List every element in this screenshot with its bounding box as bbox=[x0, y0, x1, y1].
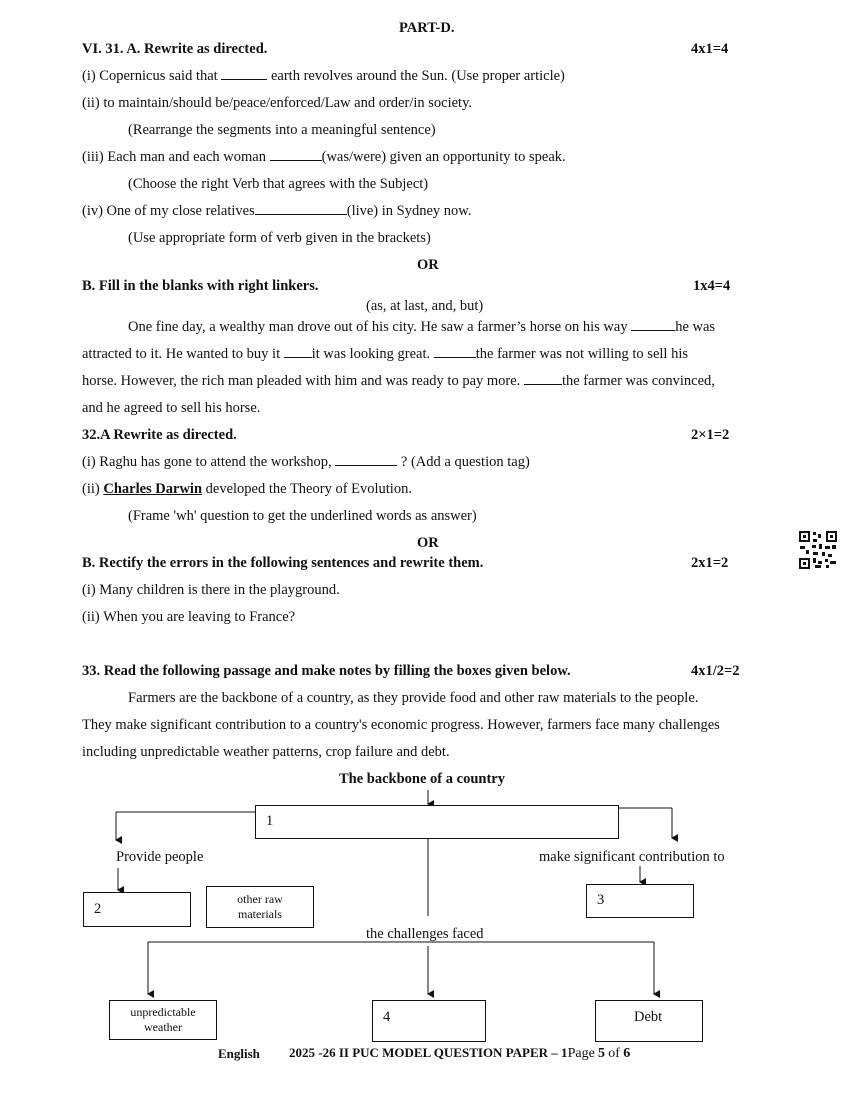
footer-page-label: Page bbox=[567, 1046, 595, 1061]
footer-page-total: 6 bbox=[623, 1046, 631, 1061]
q31-i-text-b: earth revolves around the Sun. (Use proper article) bbox=[270, 68, 565, 84]
box-text: unpredictable bbox=[130, 1005, 196, 1019]
other-raw-materials-box bbox=[206, 886, 314, 928]
q32-i bbox=[82, 453, 530, 471]
q32-ii-label: (ii) bbox=[82, 481, 100, 497]
q33-passage-3: including unpredictable weather patterns, crop failure and debt. bbox=[82, 744, 450, 760]
box-text: materials bbox=[238, 907, 282, 921]
note-box-4 bbox=[372, 1000, 486, 1042]
q32-marks: 2×1=2 bbox=[691, 427, 730, 443]
passage-text: the farmer was convinced, bbox=[561, 373, 715, 389]
q31b-heading: B. Fill in the blanks with right linkers. bbox=[82, 278, 319, 294]
passage-line-3 bbox=[82, 372, 715, 390]
q31-iv-text-a: (iv) One of my close relatives bbox=[82, 203, 255, 219]
q32-heading: 32.A Rewrite as directed. bbox=[82, 427, 237, 443]
q31-iii bbox=[82, 148, 566, 166]
footer-page-number: 5 bbox=[598, 1046, 606, 1061]
q33-heading: 33. Read the following passage and make notes by filling the boxes given below. bbox=[82, 663, 571, 679]
passage-line-4: and he agreed to sell his horse. bbox=[82, 400, 261, 416]
answer-blank bbox=[284, 345, 312, 358]
box-text: Debt bbox=[634, 1009, 663, 1025]
answer-blank bbox=[434, 345, 476, 358]
q33-marks: 4x1/2=2 bbox=[691, 663, 740, 679]
box-text: weather bbox=[144, 1020, 182, 1034]
passage-text: the farmer was not willing to sell his bbox=[475, 346, 688, 362]
answer-blank bbox=[631, 318, 675, 331]
diagram-title: The backbone of a country bbox=[339, 771, 505, 787]
q33-passage-1: Farmers are the backbone of a country, as they provide food and other raw materials to the people. bbox=[128, 690, 699, 706]
q31-marks: 4x1=4 bbox=[691, 41, 729, 57]
challenges-label: the challenges faced bbox=[366, 926, 484, 942]
passage-text: attracted to it. He wanted to buy it bbox=[82, 346, 281, 362]
qr-code-icon bbox=[798, 530, 838, 570]
q32-ii-note: (Frame 'wh' question to get the underlined words as answer) bbox=[128, 508, 477, 524]
debt-box bbox=[595, 1000, 703, 1042]
answer-blank bbox=[255, 202, 347, 215]
underlined-answer: Charles Darwin bbox=[103, 481, 203, 497]
box-number: 4 bbox=[383, 1009, 391, 1025]
answer-blank bbox=[524, 372, 562, 385]
footer-subject: English bbox=[218, 1046, 260, 1061]
note-box-3 bbox=[586, 884, 694, 918]
q32-ii bbox=[82, 480, 412, 498]
weather-box bbox=[109, 1000, 217, 1040]
box-text: other raw bbox=[237, 892, 283, 906]
passage-text: it was looking great. bbox=[311, 346, 431, 362]
q31-iii-text-a: (iii) Each man and each woman bbox=[82, 149, 266, 165]
q32-i-text-b: ? (Add a question tag) bbox=[400, 454, 530, 470]
q31-iv-text-b: (live) in Sydney now. bbox=[346, 203, 472, 219]
passage-line-1 bbox=[128, 318, 715, 336]
provide-people-label: Provide people bbox=[116, 849, 204, 865]
q31-i bbox=[82, 67, 565, 85]
passage-text: he was bbox=[675, 319, 716, 335]
contribution-label: make significant contribution to bbox=[539, 849, 725, 865]
box-number: 1 bbox=[266, 813, 274, 829]
q32b-ii: (ii) When you are leaving to France? bbox=[82, 609, 296, 625]
q32b-heading: B. Rectify the errors in the following sentences and rewrite them. bbox=[82, 555, 484, 571]
part-title: PART-D. bbox=[399, 20, 455, 36]
box-number: 3 bbox=[597, 892, 605, 908]
q31-i-text-a: (i) Copernicus said that bbox=[82, 68, 218, 84]
passage-text: horse. However, the rich man pleaded with him and was ready to pay more. bbox=[82, 373, 521, 389]
answer-blank bbox=[221, 67, 267, 80]
or-separator: OR bbox=[417, 535, 439, 551]
answer-blank bbox=[270, 148, 322, 161]
q31-iv bbox=[82, 202, 471, 220]
passage-line-2 bbox=[82, 345, 688, 363]
q31b-options: (as, at last, and, but) bbox=[366, 298, 484, 314]
answer-blank bbox=[335, 453, 397, 466]
q31-iii-note: (Choose the right Verb that agrees with the Subject) bbox=[128, 176, 429, 192]
q31-heading: VI. 31. A. Rewrite as directed. bbox=[82, 41, 268, 57]
passage-text: One fine day, a wealthy man drove out of his city. He saw a farmer’s horse on his way bbox=[128, 319, 628, 335]
footer-paper-title: 2025 -26 II PUC MODEL QUESTION PAPER – 1 bbox=[289, 1045, 568, 1060]
note-box-1 bbox=[255, 805, 619, 839]
footer-of: of bbox=[608, 1046, 620, 1061]
box-number: 2 bbox=[94, 901, 102, 917]
q32-ii-text: developed the Theory of Evolution. bbox=[205, 481, 412, 497]
q31-iii-text-b: (was/were) given an opportunity to speak. bbox=[321, 149, 566, 165]
note-box-2 bbox=[83, 892, 191, 927]
q32b-marks: 2x1=2 bbox=[691, 555, 729, 571]
q31b-marks: 1x4=4 bbox=[693, 278, 731, 294]
q33-passage-2: They make significant contribution to a country's economic progress. However, farmers face many challenges bbox=[82, 717, 720, 733]
q31-ii-note: (Rearrange the segments into a meaningful sentence) bbox=[128, 122, 436, 138]
q31-iv-note: (Use appropriate form of verb given in the brackets) bbox=[128, 230, 431, 246]
q32b-i: (i) Many children is there in the playground. bbox=[82, 582, 340, 598]
footer-paper bbox=[289, 1044, 630, 1063]
q31-ii: (ii) to maintain/should be/peace/enforced/Law and order/in society. bbox=[82, 95, 473, 111]
or-separator: OR bbox=[417, 257, 439, 273]
q32-i-text-a: (i) Raghu has gone to attend the workshop, bbox=[82, 454, 332, 470]
